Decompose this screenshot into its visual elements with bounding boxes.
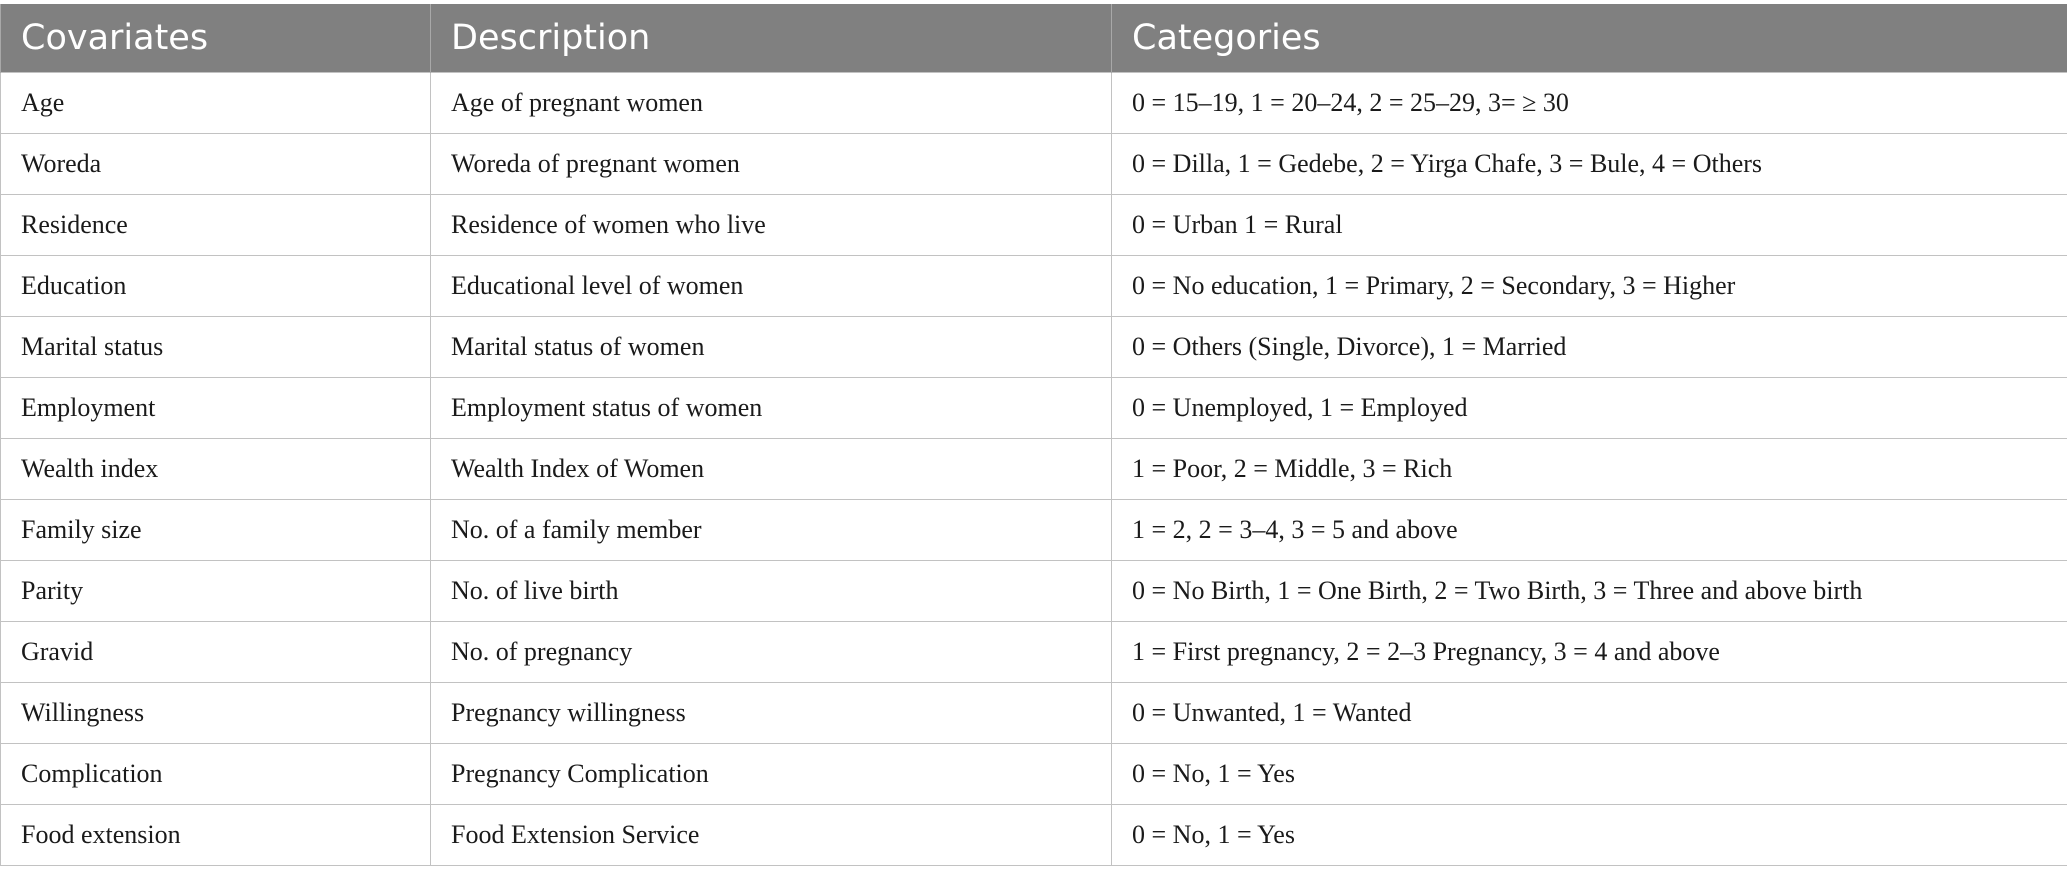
covariate-cell: Woreda <box>1 134 431 195</box>
description-cell: No. of pregnancy <box>431 622 1112 683</box>
categories-cell: 0 = Unwanted, 1 = Wanted <box>1112 683 2067 744</box>
table-row <box>1 134 2067 195</box>
covariate-cell: Parity <box>1 561 431 622</box>
description-cell: Marital status of women <box>431 317 1112 378</box>
categories-cell: 0 = 15–19, 1 = 20–24, 2 = 25–29, 3= ≥ 30 <box>1112 73 2067 134</box>
categories-cell: 0 = No Birth, 1 = One Birth, 2 = Two Birth, 3 = Three and above birth <box>1112 561 2067 622</box>
covariate-cell: Food extension <box>1 805 431 866</box>
table-row <box>1 439 2067 500</box>
table-row <box>1 561 2067 622</box>
description-cell: Food Extension Service <box>431 805 1112 866</box>
description-cell: Age of pregnant women <box>431 73 1112 134</box>
table-row <box>1 744 2067 805</box>
covariate-cell: Education <box>1 256 431 317</box>
covariate-cell: Employment <box>1 378 431 439</box>
description-cell: No. of a family member <box>431 500 1112 561</box>
description-cell: Residence of women who live <box>431 195 1112 256</box>
covariate-cell: Complication <box>1 744 431 805</box>
covariate-cell: Residence <box>1 195 431 256</box>
categories-cell: 0 = No education, 1 = Primary, 2 = Secondary, 3 = Higher <box>1112 256 2067 317</box>
table-row <box>1 195 2067 256</box>
covariate-cell: Family size <box>1 500 431 561</box>
description-cell: Employment status of women <box>431 378 1112 439</box>
table-row <box>1 256 2067 317</box>
covariate-cell: Willingness <box>1 683 431 744</box>
categories-cell: 1 = First pregnancy, 2 = 2–3 Pregnancy, 3 = 4 and above <box>1112 622 2067 683</box>
categories-cell: 0 = Others (Single, Divorce), 1 = Married <box>1112 317 2067 378</box>
categories-cell: 1 = 2, 2 = 3–4, 3 = 5 and above <box>1112 500 2067 561</box>
description-cell: Educational level of women <box>431 256 1112 317</box>
table-row <box>1 683 2067 744</box>
description-cell: No. of live birth <box>431 561 1112 622</box>
header-categories: Categories <box>1112 4 2067 73</box>
covariate-cell: Wealth index <box>1 439 431 500</box>
categories-cell: 0 = No, 1 = Yes <box>1112 805 2067 866</box>
categories-cell: 1 = Poor, 2 = Middle, 3 = Rich <box>1112 439 2067 500</box>
categories-cell: 0 = Dilla, 1 = Gedebe, 2 = Yirga Chafe, 3 = Bule, 4 = Others <box>1112 134 2067 195</box>
description-cell: Pregnancy willingness <box>431 683 1112 744</box>
covariates-table-container <box>0 4 2067 866</box>
table-row <box>1 805 2067 866</box>
description-cell: Wealth Index of Women <box>431 439 1112 500</box>
table-header <box>1 4 2067 73</box>
categories-cell: 0 = No, 1 = Yes <box>1112 744 2067 805</box>
header-description: Description <box>431 4 1112 73</box>
table-row <box>1 317 2067 378</box>
description-cell: Pregnancy Complication <box>431 744 1112 805</box>
table-row <box>1 500 2067 561</box>
covariate-cell: Marital status <box>1 317 431 378</box>
categories-cell: 0 = Urban 1 = Rural <box>1112 195 2067 256</box>
covariate-cell: Gravid <box>1 622 431 683</box>
description-cell: Woreda of pregnant women <box>431 134 1112 195</box>
header-covariates: Covariates <box>1 4 431 73</box>
table-body <box>1 73 2067 866</box>
categories-cell: 0 = Unemployed, 1 = Employed <box>1112 378 2067 439</box>
table-row <box>1 378 2067 439</box>
header-row <box>1 4 2067 73</box>
table-row <box>1 73 2067 134</box>
covariates-table <box>0 4 2067 866</box>
covariate-cell: Age <box>1 73 431 134</box>
table-row <box>1 622 2067 683</box>
